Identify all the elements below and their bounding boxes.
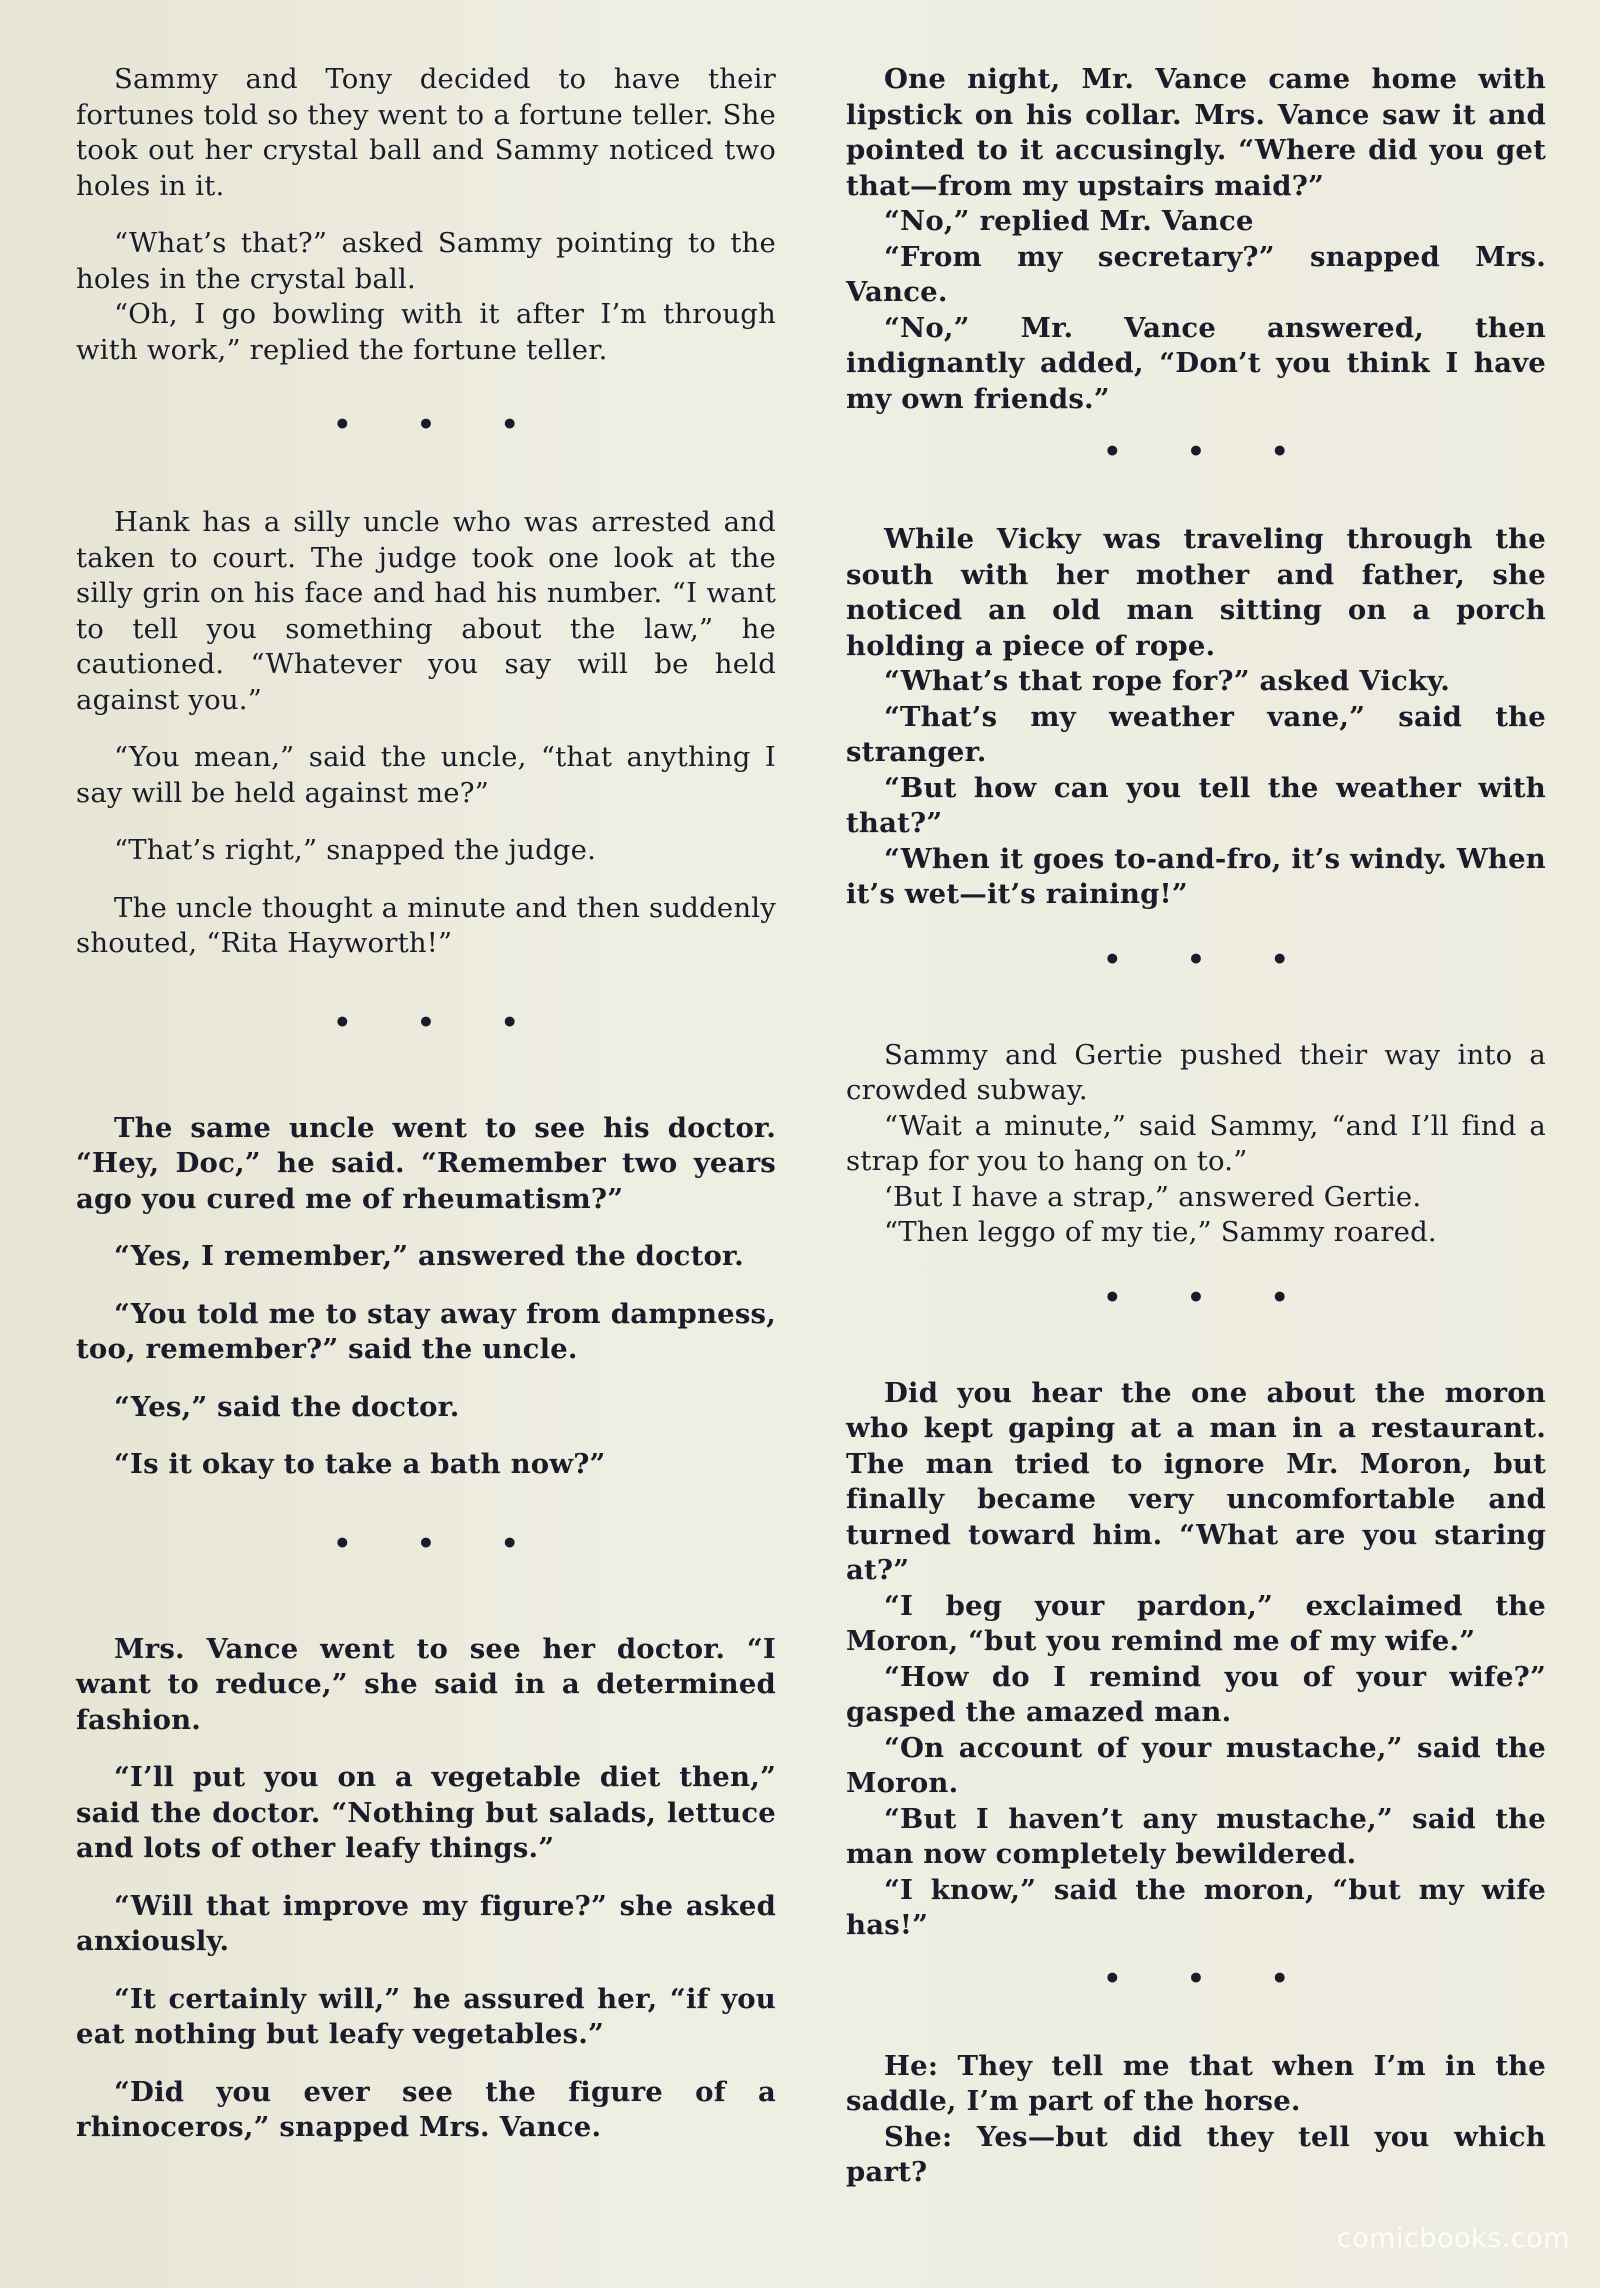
paragraph: “I beg your pardon,” exclaimed the Moron, “but you remind me of my wife.” (846, 1589, 1546, 1657)
paragraph: Sammy and Gertie pushed their way into a crowded subway. (846, 1038, 1546, 1106)
paragraph: Mrs. Vance went to see her doctor. “I want to reduce,” she said in a determined fashion. (76, 1632, 776, 1736)
separator: • • • (1103, 942, 1317, 976)
right-column (846, 62, 1546, 2191)
joke-lipstick (846, 62, 1546, 417)
separator: • • • (333, 1526, 547, 1560)
paragraph: “Oh, I go bowling with it after I’m through with work,” replied the fortune teller. (76, 298, 776, 366)
paragraph: “You mean,” said the uncle, “that anything I say will be held against me?” (76, 741, 776, 809)
paragraph: Sammy and Tony decided to have their fortunes told so they went to a fortune teller. She took out her crystal ball and Sammy noticed two holes in it. (76, 63, 776, 202)
separator: • • • (1103, 435, 1317, 468)
paragraph: One night, Mr. Vance came home with lipstick on his collar. Mrs. Vance saw it and pointed to it accusingly. “Where did you get that—from my upstairs maid?” (846, 63, 1546, 202)
paragraph: She: Yes—but did they tell you which part? (846, 2120, 1546, 2188)
paragraph: “But how can you tell the weather with that?” (846, 771, 1546, 839)
paragraph: Did you hear the one about the moron who kept gaping at a man in a restaurant. The man tried to ignore Mr. Moron, but finally became very uncomfortable and turned toward him. “What are you staring at?” (846, 1376, 1546, 1586)
paragraph: Hank has a silly uncle who was arrested and taken to court. The judge took one look at the silly grin on his face and had his number. “I want to tell you something about the law,” he cautioned. “Whatever you say will be held against you.” (76, 506, 776, 716)
paragraph: The same uncle went to see his doctor. “Hey, Doc,” he said. “Remember two years ago you cured me of rheumatism?” (76, 1111, 776, 1215)
paragraph: “You told me to stay away from dampness, too, remember?” said the uncle. (76, 1297, 776, 1365)
paragraph: “That’s right,” snapped the judge. (114, 834, 597, 866)
paragraph: The uncle thought a minute and then suddenly shouted, “Rita Hayworth!” (76, 891, 776, 959)
joke-doctor (76, 1111, 776, 1483)
separator: • • • (333, 408, 547, 441)
paragraph: “No,” replied Mr. Vance (884, 205, 1254, 237)
paragraph: “Is it okay to take a bath now?” (114, 1448, 606, 1480)
paragraph: “Did you ever see the figure of a rhinoceros,” snapped Mrs. Vance. (76, 2075, 776, 2143)
paragraph: “It certainly will,” he assured her, “if you eat nothing but leafy vegetables.” (76, 1982, 776, 2050)
paragraph: “No,” Mr. Vance answered, then indignantly added, “Don’t you think I have my own friends.” (846, 311, 1546, 415)
site-watermark: comicbooks.com (1336, 2223, 1570, 2254)
paragraph: “I’ll put you on a vegetable diet then,” said the doctor. “Nothing but salads, lettuce and lots of other leafy things.” (76, 1761, 776, 1864)
separator: • • • (333, 1005, 547, 1039)
joke-moron (846, 1376, 1546, 1944)
paragraph: “On account of your mustache,” said the Moron. (846, 1731, 1546, 1799)
separator: • • • (1103, 1961, 1317, 1995)
paragraph: “From my secretary?” snapped Mrs. Vance. (846, 240, 1546, 308)
joke-diet (76, 1632, 776, 2146)
paragraph: “When it goes to-and-fro, it’s windy. When it’s wet—it’s raining!” (846, 842, 1546, 910)
joke-weather-vane (846, 522, 1546, 913)
paragraph: “What’s that rope for?” asked Vicky. (884, 665, 1451, 697)
left-column (76, 62, 776, 2146)
paragraph: “How do I remind you of your wife?” gasped the amazed man. (846, 1660, 1546, 1728)
paragraph: While Vicky was traveling through the south with her mother and father, she noticed an old man sitting on a porch holding a piece of rope. (846, 523, 1546, 662)
paragraph: “Yes, I remember,” answered the doctor. (114, 1240, 744, 1272)
paragraph: “Wait a minute,” said Sammy, “and I’ll find a strap for you to hang on to.” (846, 1109, 1546, 1177)
paragraph: “Will that improve my figure?” she asked anxiously. (76, 1889, 776, 1957)
paragraph: ‘But I have a strap,” answered Gertie. (884, 1180, 1422, 1213)
separator: • • • (1103, 1280, 1317, 1314)
paragraph: “Then leggo of my tie,” Sammy roared. (884, 1216, 1437, 1248)
joke-subway (846, 1038, 1546, 1251)
joke-horse (846, 2049, 1546, 2191)
joke-fortune-teller (76, 62, 776, 368)
paragraph: “What’s that?” asked Sammy pointing to the holes in the crystal ball. (76, 227, 776, 295)
paragraph: “But I haven’t any mustache,” said the man now completely bewildered. (846, 1802, 1546, 1870)
paragraph: He: They tell me that when I’m in the saddle, I’m part of the horse. (846, 2049, 1546, 2117)
paragraph: “Yes,” said the doctor. (114, 1390, 460, 1423)
joke-judge (76, 505, 776, 962)
paragraph: “I know,” said the moron, “but my wife has!” (846, 1873, 1546, 1941)
paragraph: “That’s my weather vane,” said the stranger. (846, 700, 1546, 768)
